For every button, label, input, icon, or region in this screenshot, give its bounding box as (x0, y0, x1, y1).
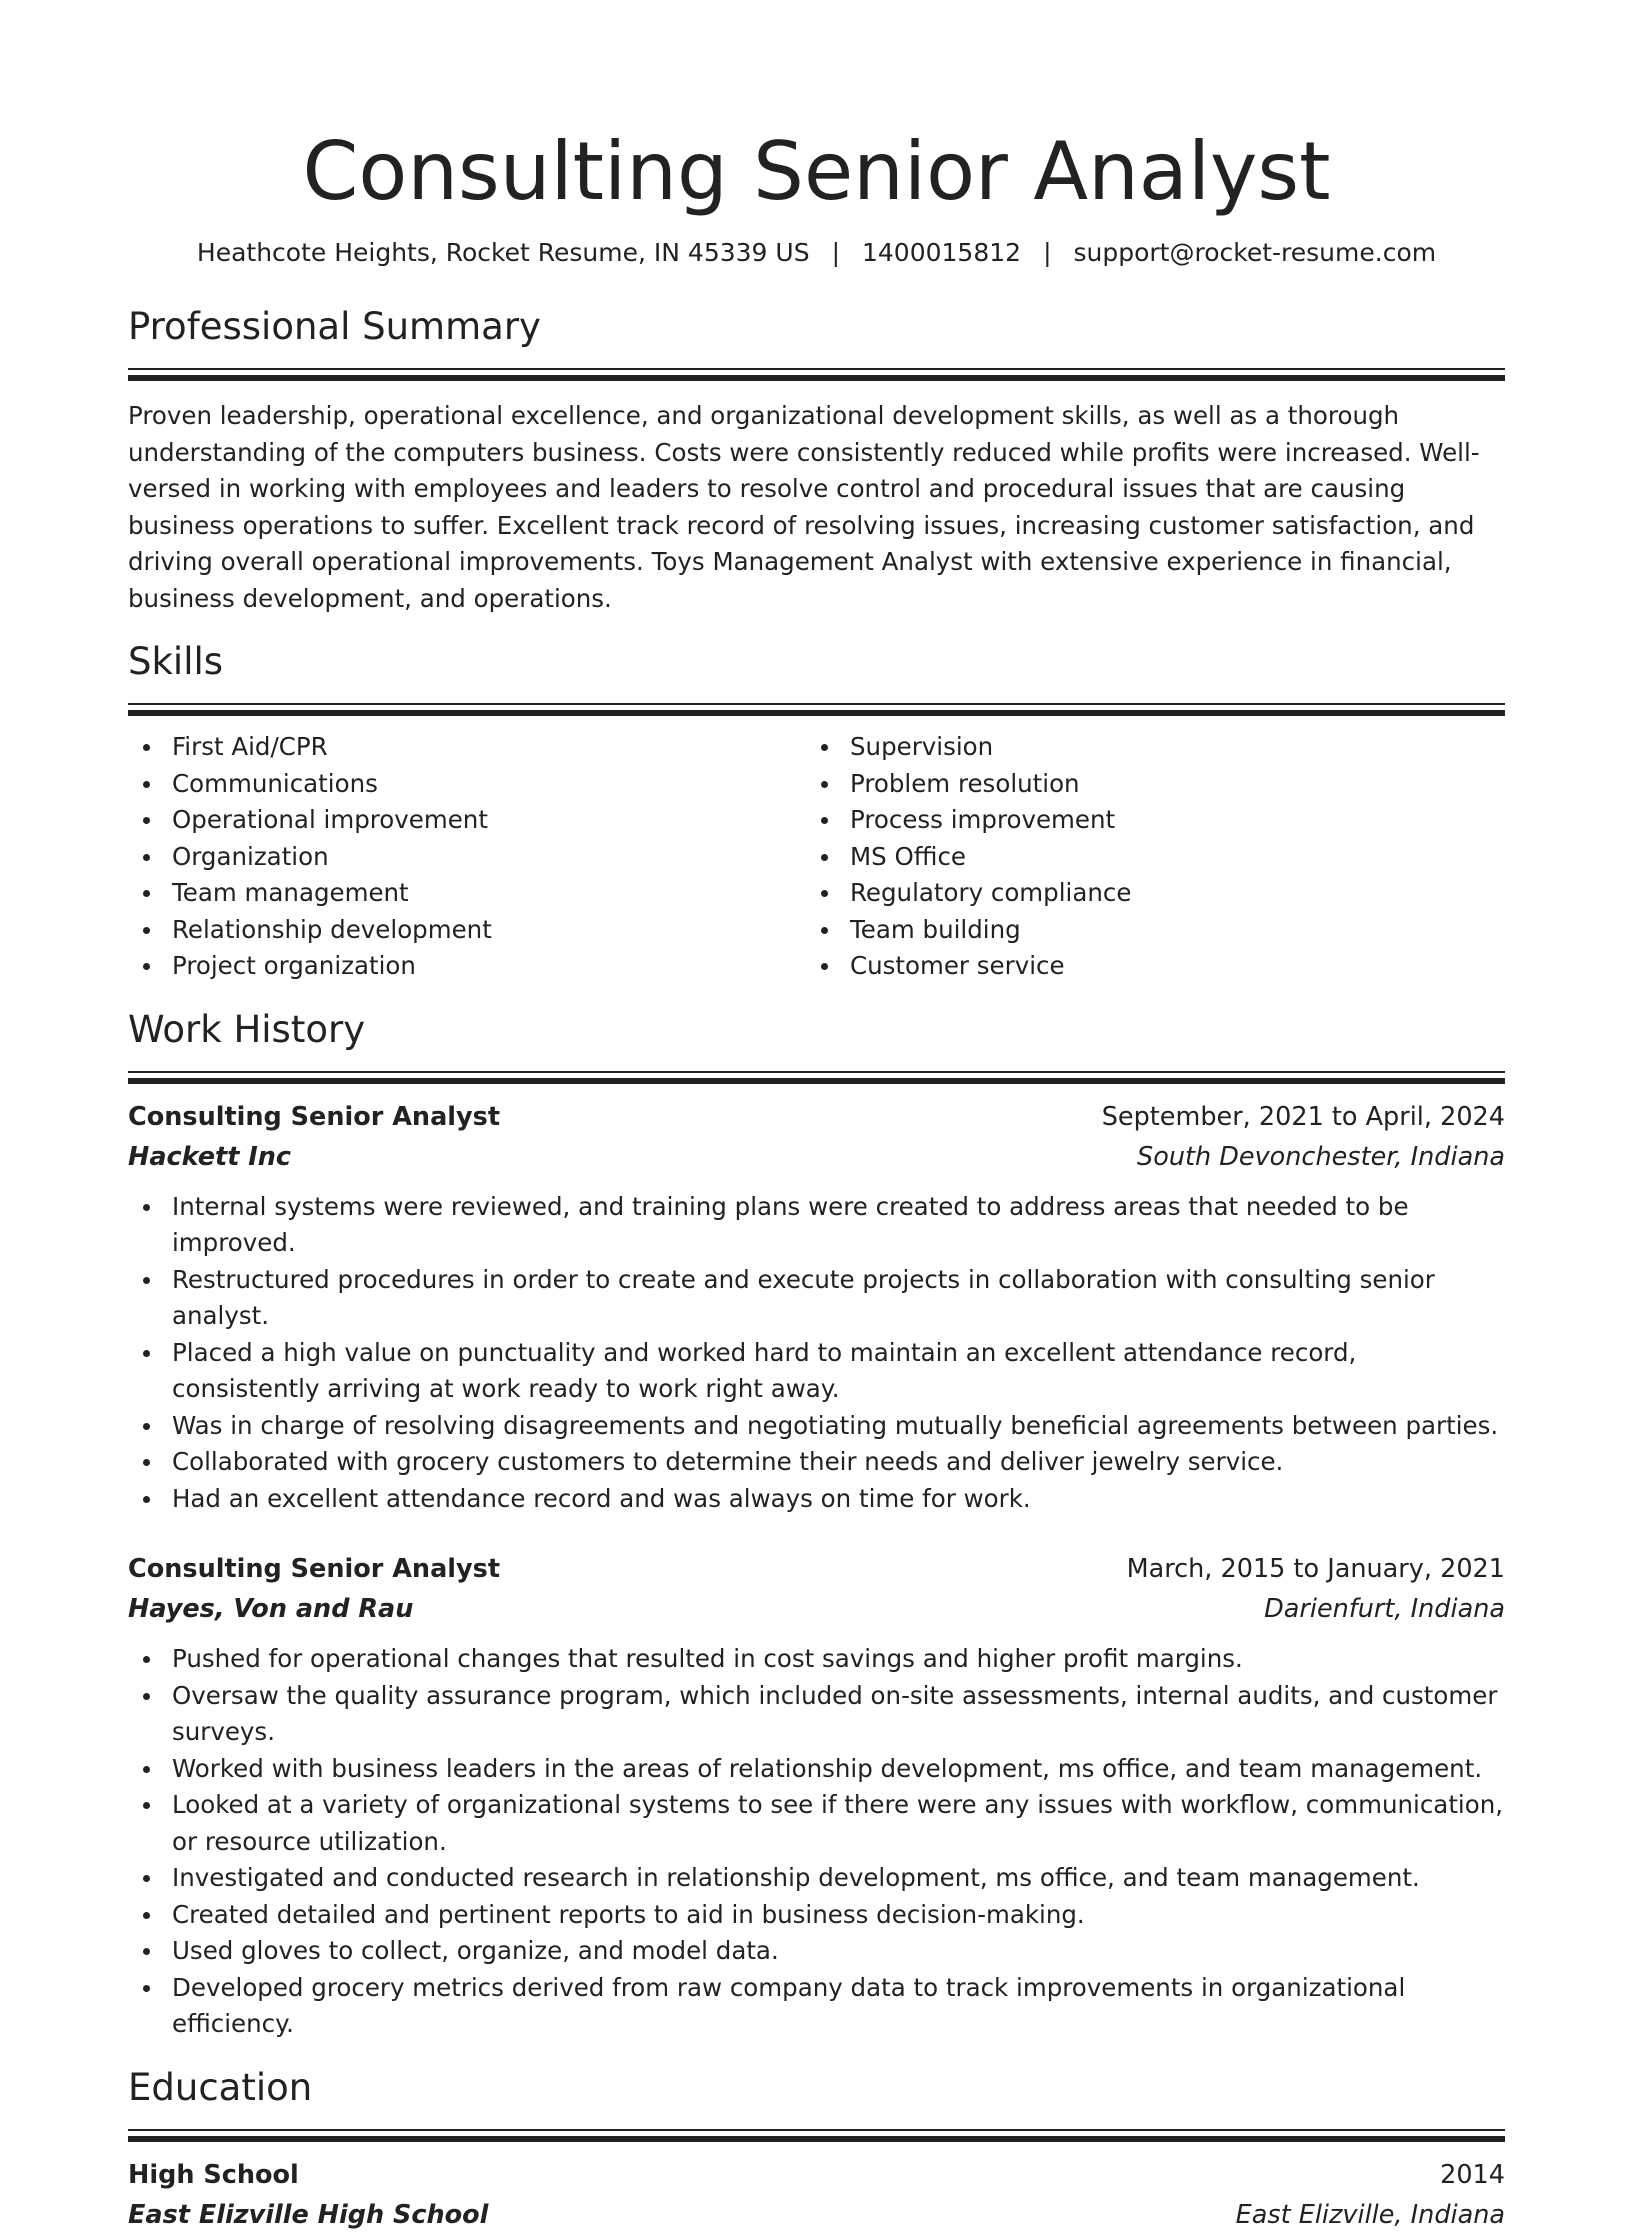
section-divider (128, 2129, 1505, 2139)
education-year: 2014 (1440, 2159, 1505, 2190)
skill-item: Operational improvement (128, 802, 806, 839)
contact-email[interactable]: support@rocket-resume.com (1073, 238, 1437, 267)
resume-name: Consulting Senior Analyst (302, 125, 1331, 218)
job-header (128, 1097, 1505, 1137)
job-bullet: Was in charge of resolving disagreements and negotiating mutually beneficial agreements between parties. (128, 1408, 1505, 1445)
section-divider (128, 703, 1505, 713)
skill-item: Team building (806, 912, 1484, 949)
summary-section (128, 304, 1505, 617)
work-section (128, 1007, 1505, 2043)
contact-line (128, 236, 1505, 270)
job-bullet: Developed grocery metrics derived from raw company data to track improvements in organizational efficiency. (128, 1970, 1505, 2043)
skill-item: Process improvement (806, 802, 1484, 839)
job-bullet: Looked at a variety of organizational systems to see if there were any issues with workflow, communication, or resource utilization. (128, 1787, 1505, 1860)
skill-item: Team management (128, 875, 806, 912)
skill-item: First Aid/CPR (128, 729, 806, 766)
job-bullet: Restructured procedures in order to create and execute projects in collaboration with consulting senior analyst. (128, 1262, 1505, 1335)
job-entry (128, 1097, 1505, 1518)
contact-address: Heathcote Heights, Rocket Resume, IN 45339 US (196, 238, 810, 267)
section-divider (128, 368, 1505, 378)
skill-item: Organization (128, 839, 806, 876)
education-subheader (128, 2195, 1505, 2235)
education-school: East Elizville High School (128, 2199, 489, 2230)
skills-list-right (806, 729, 1484, 985)
skill-item: Project organization (128, 948, 806, 985)
job-entry (128, 1549, 1505, 2043)
skill-item: Supervision (806, 729, 1484, 766)
education-entry (128, 2155, 1505, 2235)
job-company: Hayes, Von and Rau (128, 1594, 414, 1624)
job-bullets (128, 1189, 1505, 1518)
job-bullet: Had an excellent attendance record and was always on time for work. (128, 1481, 1505, 1518)
job-bullet: Worked with business leaders in the areas of relationship development, ms office, and team management. (128, 1751, 1505, 1788)
contact-separator: | (1043, 238, 1052, 267)
section-title-education: Education (128, 2065, 313, 2109)
job-bullet: Investigated and conducted research in relationship development, ms office, and team management. (128, 1860, 1505, 1897)
skill-item: Communications (128, 766, 806, 803)
summary-text: Proven leadership, operational excellence, and organizational development skills, as well as a thorough understanding of the computers business. Costs were consistently reduced while profits were increased. Well-versed in working with employees and leaders to resolve control and procedural issues that are causing business operations to suffer. Excellent track record of resolving issues, increasing customer satisfaction, and driving overall operational improvements. Toys Management Analyst with extensive experience in financial, business development, and operations. (128, 401, 1480, 613)
resume-page (128, 0, 1505, 2235)
job-header (128, 1549, 1505, 1589)
skills-columns (128, 729, 1505, 985)
job-company: Hackett Inc (128, 1141, 292, 1172)
job-bullet: Internal systems were reviewed, and training plans were created to address areas that needed to be improved. (128, 1189, 1505, 1262)
education-location: East Elizville, Indiana (1235, 2199, 1505, 2230)
job-location: Darienfurt, Indiana (1264, 1594, 1505, 1624)
section-title-work: Work History (128, 1007, 366, 1051)
job-title: Consulting Senior Analyst (128, 1101, 501, 1132)
skill-item: Regulatory compliance (806, 875, 1484, 912)
job-subheader (128, 1137, 1505, 1177)
job-bullet: Placed a high value on punctuality and worked hard to maintain an excellent attendance record, consistently arriving at work ready to work right away. (128, 1335, 1505, 1408)
skill-item: Customer service (806, 948, 1484, 985)
section-title-summary: Professional Summary (128, 305, 541, 348)
job-title: Consulting Senior Analyst (128, 1554, 501, 1584)
job-bullet: Created detailed and pertinent reports to aid in business decision-making. (128, 1897, 1505, 1934)
education-header (128, 2155, 1505, 2195)
job-location: South Devonchester, Indiana (1137, 1141, 1505, 1172)
contact-separator: | (831, 238, 840, 267)
job-bullet: Collaborated with grocery customers to determine their needs and deliver jewelry service. (128, 1444, 1505, 1481)
job-bullet: Oversaw the quality assurance program, which included on-site assessments, internal audits, and customer surveys. (128, 1678, 1505, 1751)
skill-item: Problem resolution (806, 766, 1484, 803)
section-divider (128, 1071, 1505, 1081)
job-subheader (128, 1589, 1505, 1629)
skills-list-left (128, 729, 806, 985)
job-dates: March, 2015 to January, 2021 (1126, 1554, 1505, 1584)
skills-section (128, 639, 1505, 985)
job-bullet: Used gloves to collect, organize, and model data. (128, 1933, 1505, 1970)
job-dates: September, 2021 to April, 2024 (1101, 1101, 1505, 1132)
skill-item: MS Office (806, 839, 1484, 876)
section-title-skills: Skills (128, 640, 224, 683)
skill-item: Relationship development (128, 912, 806, 949)
job-bullet: Pushed for operational changes that resulted in cost savings and higher profit margins. (128, 1641, 1505, 1678)
education-section (128, 2065, 1505, 2235)
education-degree: High School (128, 2159, 299, 2190)
job-bullets (128, 1641, 1505, 2043)
contact-phone: 1400015812 (862, 238, 1022, 267)
